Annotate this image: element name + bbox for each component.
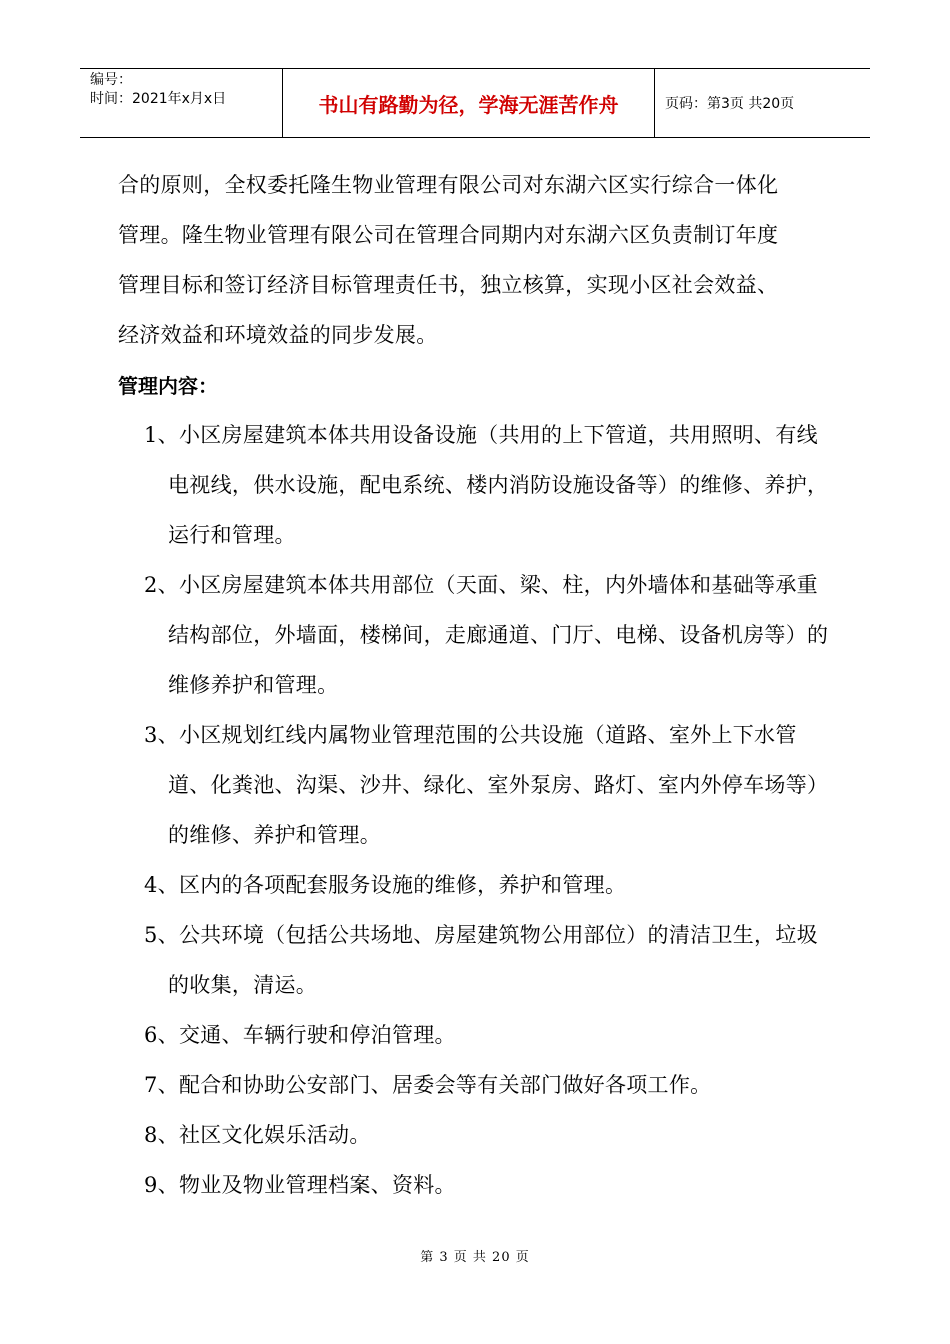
- number-label: 编号：: [90, 72, 132, 88]
- header-meta-cell: [80, 69, 283, 137]
- intro-line: 管理目标和签订经济目标管理责任书，独立核算，实现小区社会效益、: [118, 273, 779, 297]
- list-item: 3、小区规划红线内属物业管理范围的公共设施（道路、室外上下水管道、化粪池、沟渠、沙井、绿化、室外泵房、路灯、室内外停车场等）的维修、养护和管理。: [144, 723, 829, 847]
- page-footer: 第 3 页 共 20 页: [420, 1250, 530, 1265]
- header-motto: 书山有路勤为径，学海无涯苦作舟: [283, 69, 655, 137]
- time-label: 时间：2021年x月x日: [90, 91, 227, 107]
- intro-line: 管理。隆生物业管理有限公司在管理合同期内对东湖六区负责制订年度: [118, 223, 779, 247]
- section-title: 管理内容：: [118, 374, 218, 398]
- list-item: 4、区内的各项配套服务设施的维修，养护和管理。: [144, 873, 627, 897]
- list-item: 9、物业及物业管理档案、资料。: [144, 1173, 456, 1197]
- intro-line: 合的原则，全权委托隆生物业管理有限公司对东湖六区实行综合一体化: [118, 173, 779, 197]
- list-item: 1、小区房屋建筑本体共用设备设施（共用的上下管道，共用照明、有线电视线，供水设施，配电系统、楼内消防设施设备等）的维修、养护，运行和管理。: [144, 423, 829, 547]
- list-item: 6、交通、车辆行驶和停泊管理。: [144, 1023, 456, 1047]
- header-table: [80, 68, 870, 138]
- list-item: 2、小区房屋建筑本体共用部位（天面、梁、柱，内外墙体和基础等承重结构部位，外墙面，楼梯间，走廊通道、门厅、电梯、设备机房等）的维修养护和管理。: [144, 573, 829, 697]
- list-item: 8、社区文化娱乐活动。: [144, 1123, 371, 1147]
- document-body: [118, 160, 838, 1210]
- header-page-info: 页码：第3页 共20页: [665, 96, 795, 112]
- list-item: 5、公共环境（包括公共场地、房屋建筑物公用部位）的清洁卫生，垃圾的收集，清运。: [144, 923, 818, 997]
- intro-line: 经济效益和环境效益的同步发展。: [118, 323, 438, 347]
- list-item: 7、配合和协助公安部门、居委会等有关部门做好各项工作。: [144, 1073, 712, 1097]
